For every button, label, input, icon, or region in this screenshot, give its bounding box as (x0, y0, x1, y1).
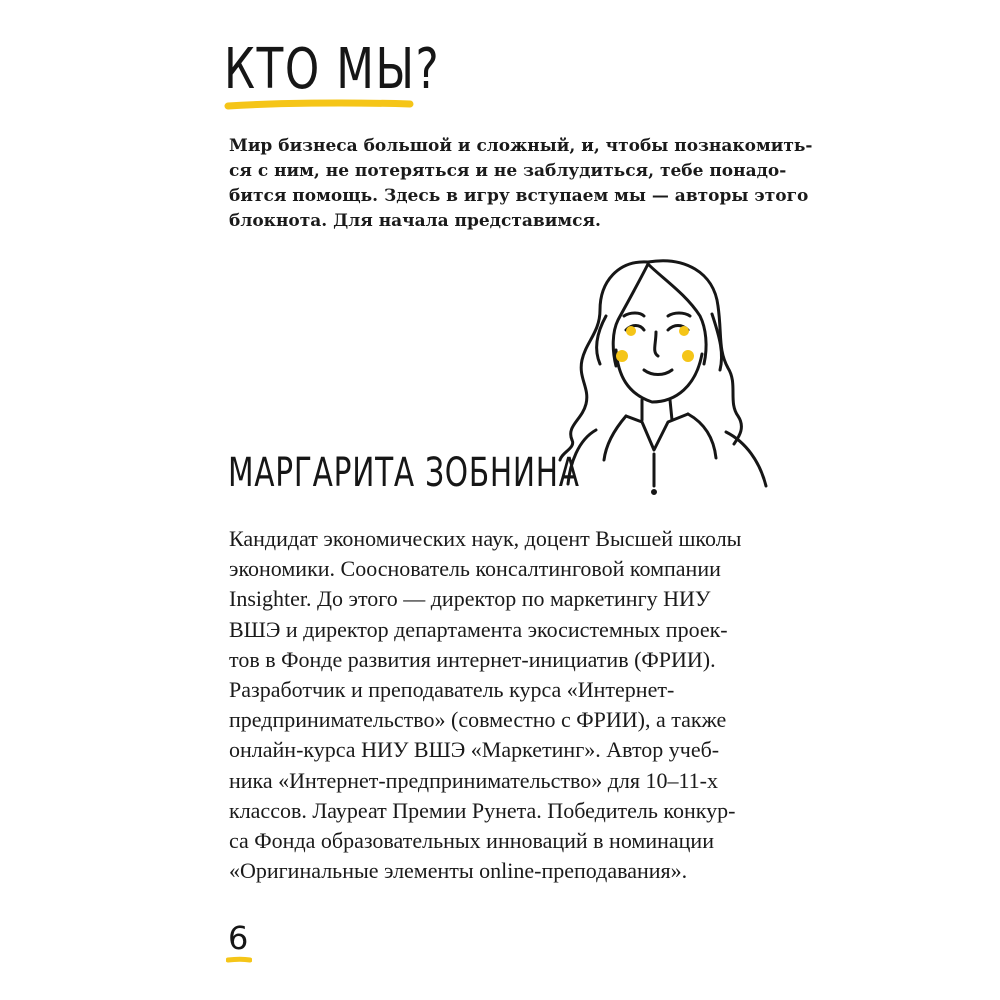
bio-line: экономики. Сооснователь консалтинговой компании (229, 556, 721, 582)
intro-line: ся с ним, не потеряться и не заблудиться, тебе понадо- (229, 161, 787, 181)
bio-line: Кандидат экономических наук, доцент Высшей школы (229, 526, 742, 551)
author-bio (229, 524, 809, 886)
intro-line: бится помощь. Здесь в игру вступаем мы — авторы этого (229, 186, 809, 206)
page-number: 6 (228, 919, 249, 957)
bio-line: классов. Лауреат Премии Рунета. Победитель конкур- (229, 797, 736, 823)
intro-line: Мир бизнеса большой и сложный, и, чтобы познакомить- (229, 136, 813, 156)
bio-line: Разработчик и преподаватель курса «Интернет- (229, 677, 675, 703)
bio-line: са Фонда образовательных инноваций в номинации (229, 828, 714, 854)
bio-line: Insighter. До этого — директор по маркетингу НИУ (229, 586, 711, 612)
bio-line: «Оригинальные элементы online-преподавания». (229, 858, 688, 884)
intro-line: блокнота. Для начала представимся. (229, 211, 601, 231)
page-title: КТО МЫ? (224, 37, 441, 102)
bio-line: ВШЭ и директор департамента экосистемных проек- (229, 616, 728, 642)
author-name: МАРГАРИТА ЗОБНИНА (228, 450, 580, 496)
title-underline-marker (224, 98, 414, 112)
woman-portrait-icon (556, 254, 786, 504)
bio-line: предпринимательство» (совместно с ФРИИ), а также (229, 707, 727, 733)
bio-line: тов в Фонде развития интернет-инициатив (ФРИИ). (229, 646, 716, 672)
page-number-underline-marker (226, 956, 252, 964)
bio-line: ника «Интернет-предпринимательство» для 10–11-х (229, 767, 718, 793)
intro-paragraph (229, 134, 813, 234)
bio-line: онлайн-курса НИУ ВШЭ «Маркетинг». Автор учеб- (229, 737, 720, 763)
